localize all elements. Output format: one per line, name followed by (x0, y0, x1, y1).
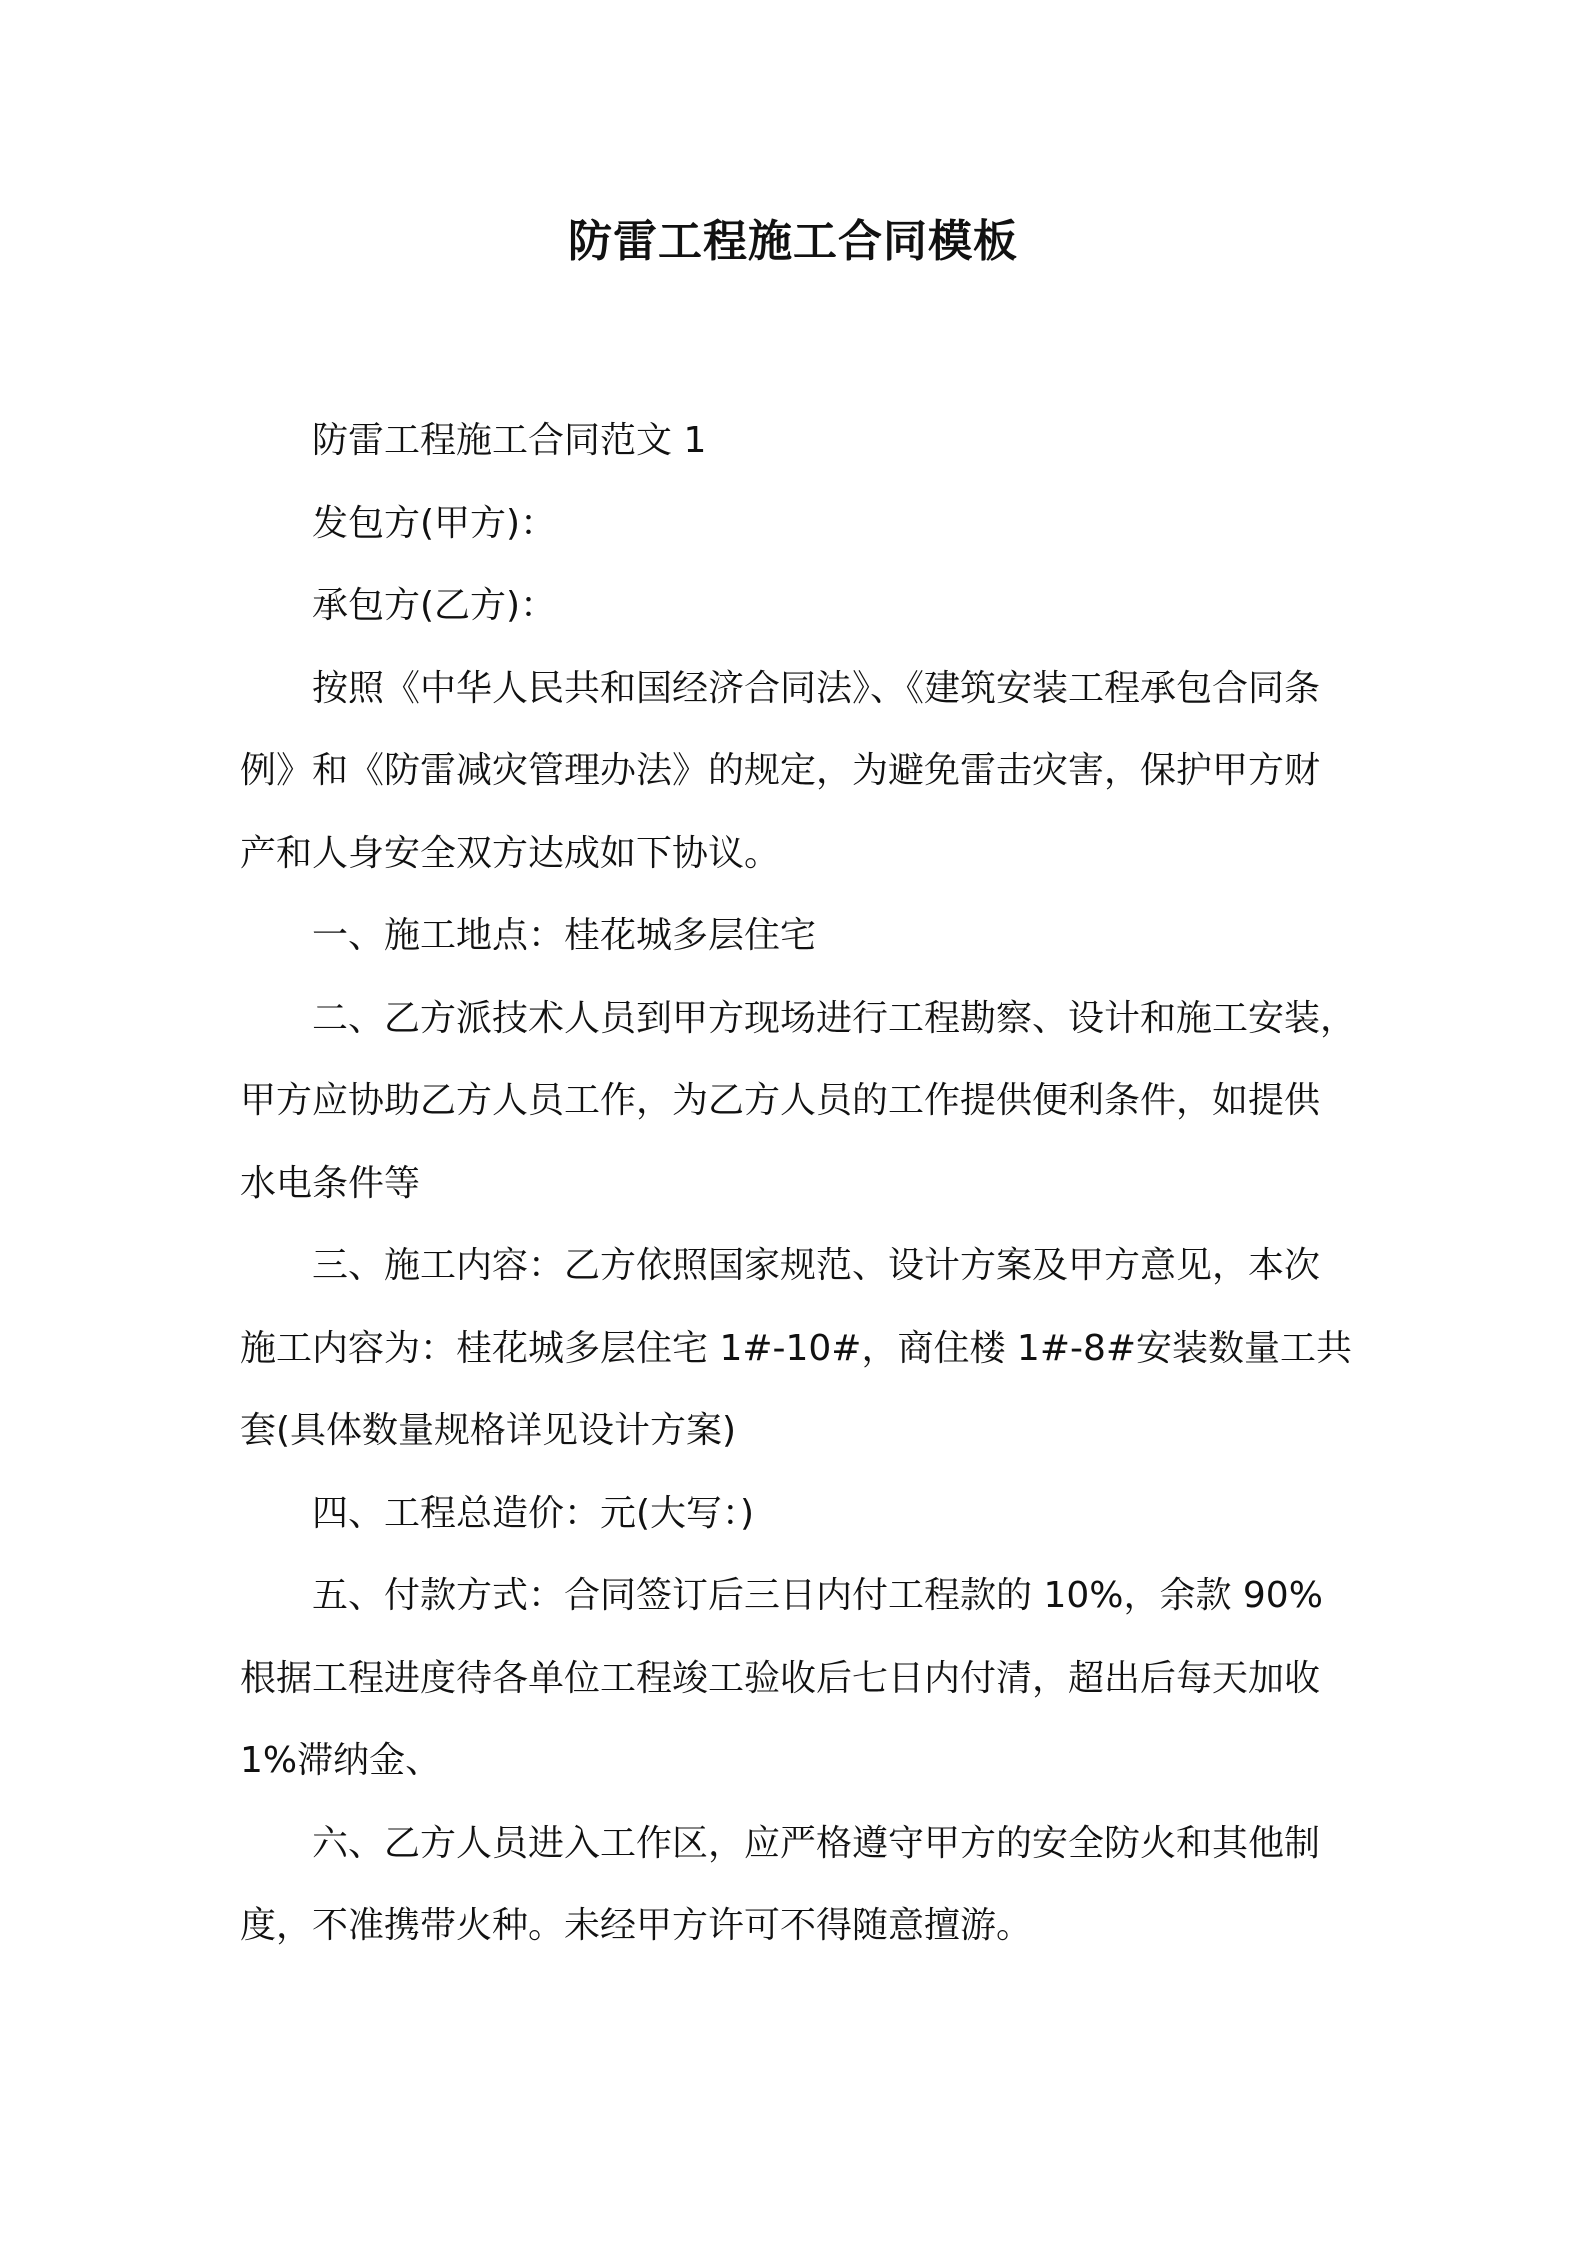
text-line: 施工内容为：桂花城多层住宅 1#-10#，商住楼 1#-8#安装数量工共 (240, 1327, 1353, 1369)
text-line: 度，不准携带火种。未经甲方许可不得随意擅游。 (240, 1905, 1033, 1946)
text-line: 二、乙方派技术人员到甲方现场进行工程勘察、设计和施工安装， (312, 997, 1357, 1039)
text-line: 一、施工地点：桂花城多层住宅 (312, 915, 817, 956)
text-line: 承包方(乙方)： (312, 585, 557, 626)
text-line: 根据工程进度待各单位工程竣工验收后七日内付清，超出后每天加收 (240, 1657, 1321, 1699)
text-line: 1%滞纳金、 (240, 1740, 442, 1781)
text-line: 防雷工程施工合同范文 1 (312, 420, 707, 461)
text-line: 水电条件等 (240, 1162, 421, 1204)
text-line: 三、施工内容：乙方依照国家规范、设计方案及甲方意见，本次 (312, 1245, 1321, 1286)
text-line: 例》和《防雷减灾管理办法》的规定，为避免雷击灾害，保护甲方财 (240, 750, 1321, 791)
text-line: 套(具体数量规格详见设计方案) (240, 1410, 737, 1451)
document-title: 防雷工程施工合同模板 (568, 216, 1018, 267)
text-line: 四、工程总造价：元(大写：) (312, 1492, 755, 1534)
text-line: 甲方应协助乙方人员工作，为乙方人员的工作提供便利条件，如提供 (240, 1080, 1321, 1121)
text-line: 按照《中华人民共和国经济合同法》、《建筑安装工程承包合同条 (312, 667, 1321, 709)
text-line: 六、乙方人员进入工作区，应严格遵守甲方的安全防火和其他制 (312, 1822, 1321, 1864)
text-line: 五、付款方式：合同签订后三日内付工程款的 10%，余款 90% (312, 1575, 1323, 1616)
text-line: 产和人身安全双方达成如下协议。 (240, 832, 781, 874)
document-body (240, 400, 1357, 1968)
text-line: 发包方(甲方)： (312, 502, 557, 544)
